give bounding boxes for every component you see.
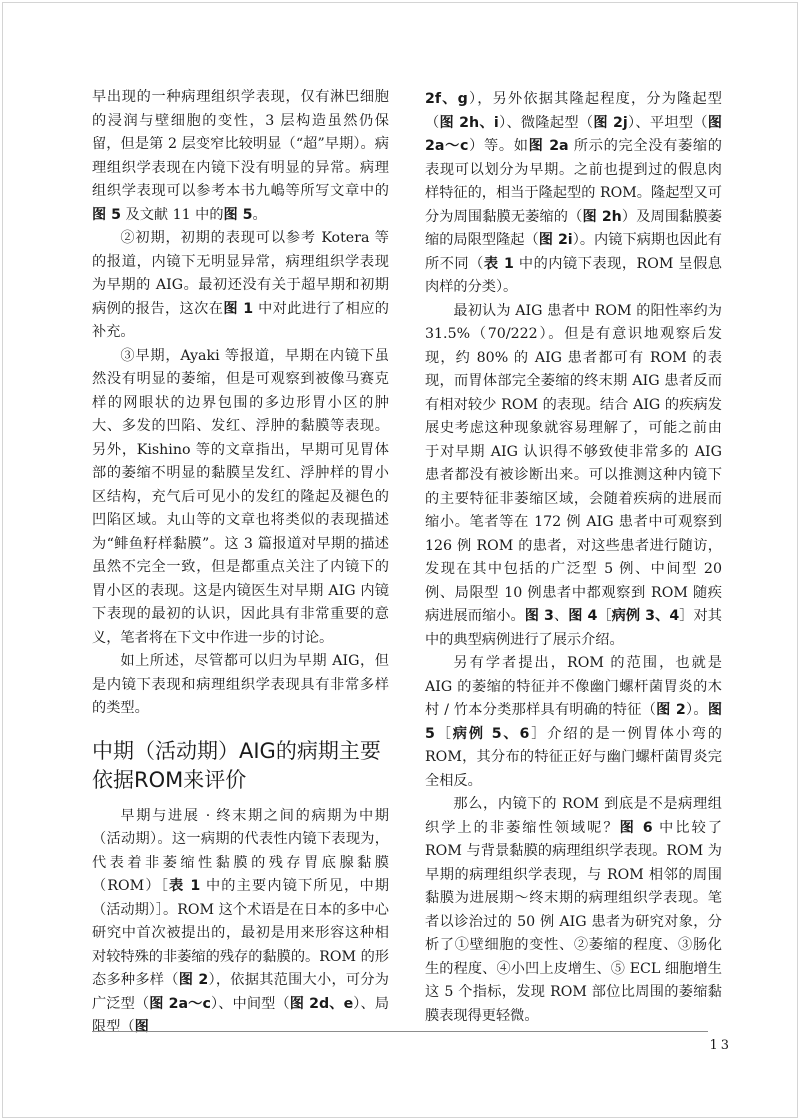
figure-reference: 图 5	[92, 206, 121, 223]
figure-reference: 病例 5、6	[452, 725, 530, 742]
figure-reference: 图 2d、e	[289, 995, 354, 1012]
paragraph-middle-stage	[92, 805, 389, 1040]
figure-reference: 图	[134, 1019, 149, 1035]
paragraph-early-stage	[92, 345, 389, 651]
right-column	[425, 88, 722, 1028]
text-run: 中的内镜下表现，ROM 呈假息肉样的分类）。	[425, 255, 722, 295]
text-run: 。	[252, 206, 267, 223]
figure-reference: 图 2a～c	[149, 995, 211, 1012]
figure-reference: 2f、g	[425, 91, 468, 107]
text-run: 另有学者提出，ROM 的范围，也就是 AIG 的萎缩的特征并不像幽门螺杆菌胃炎的木村 / 竹本分类那样具有明确的特征（	[425, 655, 722, 718]
text-run: 中对此进行了相应的补充。	[92, 300, 389, 340]
text-run: ），另外依据其隆起程度，分为隆起型（	[425, 91, 722, 131]
figure-reference: 图 2j	[593, 114, 628, 131]
text-run: ）等。如	[468, 138, 529, 154]
figure-reference: 表 1	[168, 878, 201, 894]
text-run: 所示的完全没有萎缩的表现可以划分为早期。之前也提到过的假息肉样特征的，相当于隆起型的 ROM。隆起型又可分为周围黏膜无萎缩的（	[425, 138, 722, 225]
text-run: 、	[553, 608, 569, 624]
paragraph-initial-stage	[92, 227, 389, 345]
text-run: 那么，内镜下的 ROM 到底是不是病理组织学上的非萎缩性领域呢？	[425, 796, 722, 836]
paragraph-summary	[92, 650, 389, 721]
paragraph-rom-distribution	[425, 652, 722, 793]
paragraph-rom-types	[425, 88, 722, 300]
text-run: ）、中间型（	[210, 995, 290, 1012]
section-heading: 中期（活动期）AIG的病期主要依据ROM来评价	[92, 738, 381, 792]
text-run: ）、局限型（	[92, 995, 390, 1035]
text-run: ②初期，初期的表现可以参考 Kotera 等的报道，内镜下无明显异常，病理组织学表现为早期的 AIG。最初还没有关于超早期和初期病例的报告，这次在	[92, 230, 389, 317]
figure-reference: 图 2a～c	[425, 114, 722, 154]
figure-reference: 图 6	[619, 819, 653, 836]
figure-reference: 图 4	[568, 608, 598, 624]
text-run: ），依据其范围大小，可分为广泛型（	[92, 972, 389, 1012]
figure-reference: 图 1	[223, 300, 254, 317]
text-run: 最初认为 AIG 患者中 ROM 的阳性率约为 31.5%（70/222）。但是有意识地观察后发现，约 80% 的 AIG 患者都可有 ROM 的表现，而胃体部完全萎缩的终末期 AIG 患者反而有相对较少 ROM 的表现。结合 AIG 的疾病发展史考虑这种现象就容易理解了，可能之前由于对早期 AIG 认识得不够致使非常多的 AIG 患者都没有被诊断出来。可以推测这种内镜下的主要特征非萎缩区域，会随着疾病的进展而缩小。笔者等在 172 例 AIG 患者中可观察到 126 例 ROM 的患者，对这些患者进行随访，发现在其中包括的广泛型 5 例、中间型 20 例、局限型 10 例患者中都观察到 ROM 随疾病进展而缩小。	[425, 302, 722, 624]
text-run: 中的主要内镜下所见，中期（活动期）］。ROM 这个术语是在日本的多中心研究中首次被提出的，最初是用来形容这种相对较特殊的非萎缩的残存的黏膜的。ROM 的形态多种多样（	[92, 878, 389, 988]
left-column	[92, 86, 389, 1040]
paragraph-early-stage-cont	[92, 86, 389, 227]
text-run: 中比较了 ROM 与背景黏膜的病理组织学表现。ROM 为早期的病理组织学表现，与 ROM 相邻的周围黏膜为进展期～终末期的病理组织学表现。笔者以诊治过的 50 例 AIG 患者为研究对象，分析了①壁细胞的变性、②萎缩的程度、③肠化生的程度、④小凹上皮增生、⑤ ECL 细胞增生这 5 个指标，发现 ROM 部位比周围的萎缩黏膜表现得更轻微。	[425, 819, 723, 1024]
figure-reference: 病例 3、4	[611, 608, 680, 624]
figure-reference: 图 3	[524, 608, 554, 624]
text-run: ［	[597, 608, 612, 624]
text-run: ］介绍的是一例胃体小弯的 ROM，其分布的特征正好与幽门螺杆菌胃炎完全相反。	[425, 725, 722, 789]
paragraph-rom-pathology	[425, 793, 722, 1028]
figure-reference: 图 2	[656, 702, 686, 718]
page-number: 13	[709, 1038, 732, 1053]
figure-reference: 图 5	[223, 206, 253, 223]
text-run: ③早期，Ayaki 等报道，早期在内镜下虽然没有明显的萎缩，但是可观察到被像马赛克样的网眼状的边界包围的多边形胃小区的肿大、多发的凹陷、发红、浮肿的黏膜等表现。另外，Kishino 等的文章指出，早期可见胃体部的萎缩不明显的黏膜呈发红、浮肿样的胃小区结构，充气后可见小的发红的隆起及褪色的凹陷区域。丸山等的文章也将类似的表现描述为“鲱鱼籽样黏膜”。这 3 篇报道对早期的描述虽然不完全一致，但是都重点关注了内镜下的胃小区的表现。这是内镜医生对早期 AIG 内镜下表现的最初的认识，因此具有非常重要的意义，笔者将在下文中作进一步的讨论。	[92, 347, 389, 646]
text-run: ［	[434, 725, 453, 742]
text-run: 及文献 11 中的	[121, 206, 224, 223]
figure-reference: 图 2a	[528, 138, 569, 154]
text-run: ）及周围黏膜萎缩的局限型隆起（	[425, 208, 722, 248]
figure-reference: 图 2h	[582, 208, 622, 225]
figure-reference: 图 2h、i	[439, 114, 499, 131]
text-run: ）、微隆起型（	[498, 114, 594, 131]
footer-rule	[92, 1031, 708, 1032]
figure-reference: 表 1	[483, 255, 514, 272]
paragraph-rom-positive-rate	[425, 300, 722, 653]
text-run: ］对其中的典型病例进行了展示介绍。	[425, 608, 722, 648]
text-run: ）。内镜下病期也因此有所不同（	[425, 232, 722, 272]
text-run: 早出现的一种病理组织学表现，仅有淋巴细胞的浸润与壁细胞的变性，3 层构造虽然仍保留，但是第 2 层变窄比较明显（“超”早期）。病理组织学表现在内镜下没有明显的异常。病理组织学表现可以参考本书九嶋等所写文章中的	[92, 89, 389, 199]
text-run: ）、平坦型（	[627, 114, 708, 131]
text-run: 如上所述，尽管都可以归为早期 AIG，但是内镜下表现和病理组织学表现具有非常多样的类型。	[92, 653, 389, 716]
text-run: ）。	[685, 702, 708, 718]
figure-reference: 图 5	[425, 702, 723, 742]
text-run: 早期与进展 · 终末期之间的病期为中期（活动期）。这一病期的代表性内镜下表现为，代表着非萎缩性黏膜的残存胃底腺黏膜（ROM）［	[92, 807, 389, 894]
figure-reference: 图 2	[178, 972, 209, 988]
figure-reference: 图 2i	[538, 232, 573, 248]
